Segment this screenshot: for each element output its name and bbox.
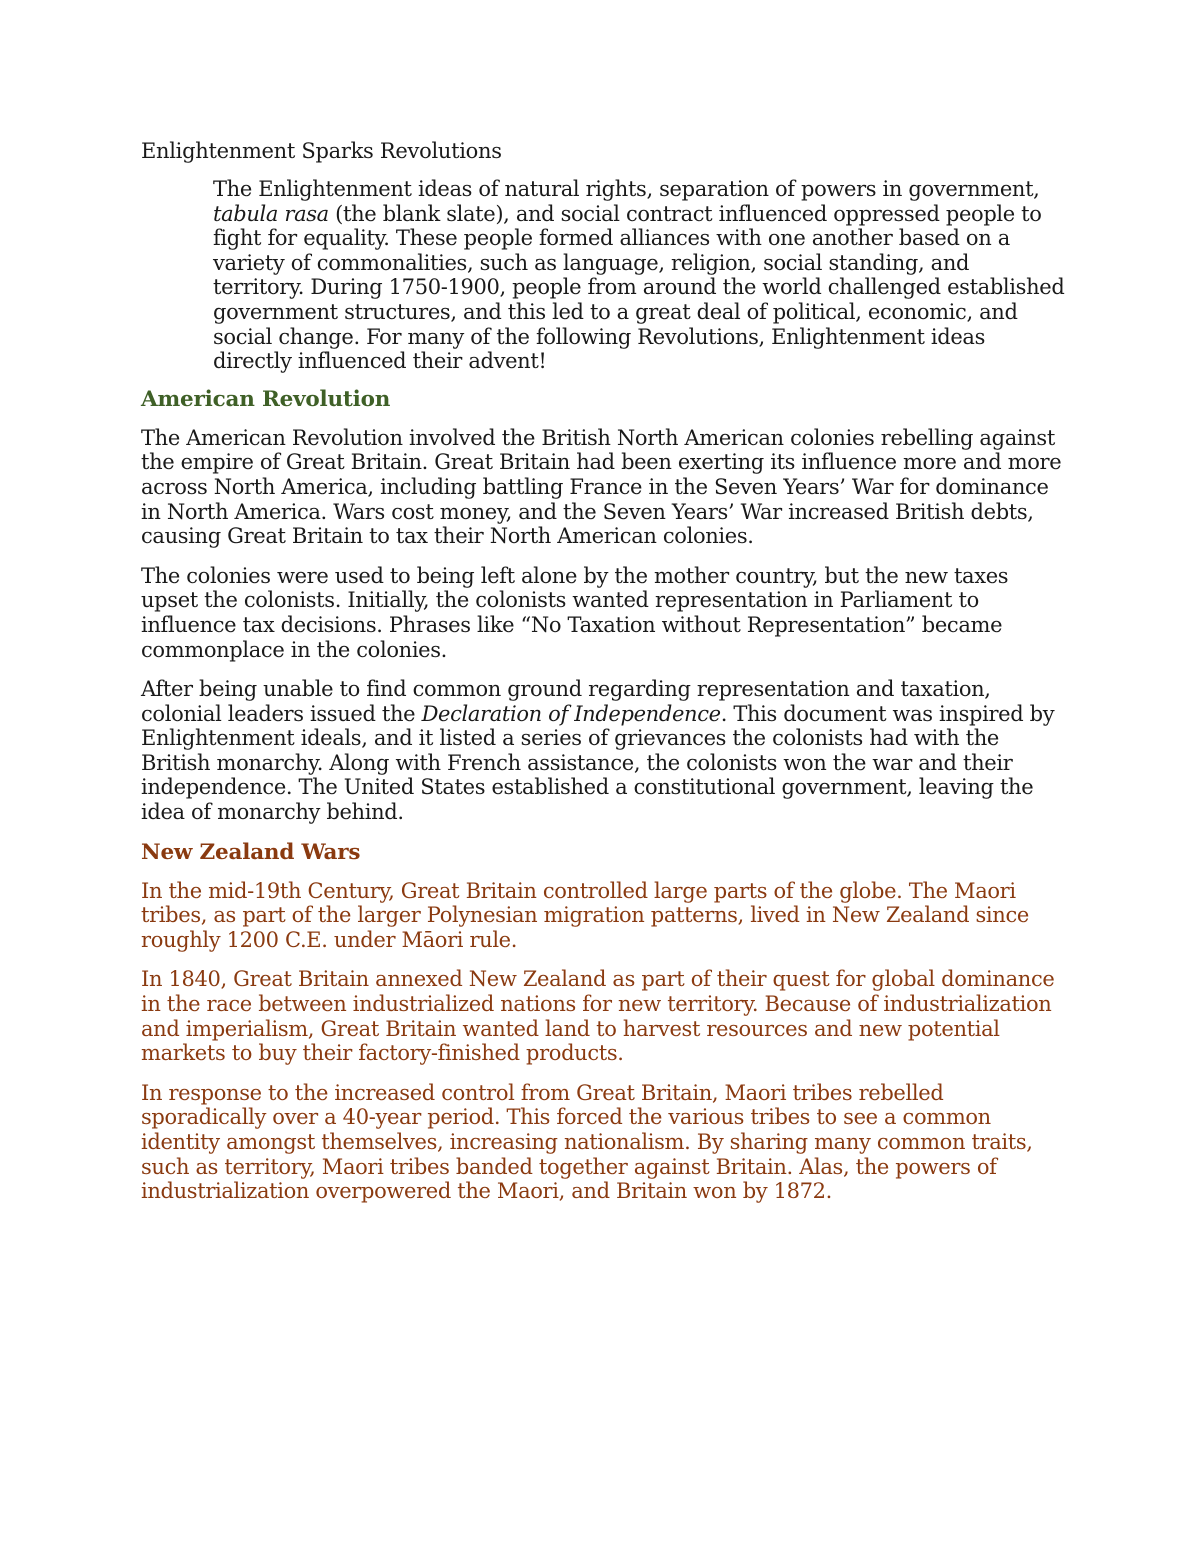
american-revolution-paragraph-1: The American Revolution involved the British North American colonies rebelling against the empire of Great Britain. Great Britain had been exerting its influence more and more across North America, including battling France in the Seven Years’ War for dominance in North America. Wars cost money, and the Seven Years’ War increased British debts, causing Great Britain to tax their North American colonies. <box>141 425 1062 549</box>
american-revolution-p3-end: . This document was inspired by Enlightenment ideals, and it listed a series of grievances the colonists had with the British monarchy. Along with French assistance, the colonists won the war and their independence. The United States established a constitutional government, leaving the idea of monarchy behind. <box>141 701 1055 825</box>
intro-paragraph <box>213 177 1066 374</box>
new-zealand-wars-paragraph-3: In response to the increased control from Great Britain, Maori tribes rebelled sporadically over a 40-year period. This forced the various tribes to see a common identity amongst themselves, increasing nationalism. By sharing many common traits, such as territory, Maori tribes banded together against Britain. Alas, the powers of industrialization overpowered the Maori, and Britain won by 1872. <box>141 1080 1033 1204</box>
intro-text-start: The Enlightenment ideas of natural rights, separation of powers in government, <box>213 177 1040 201</box>
new-zealand-wars-paragraph-2: In 1840, Great Britain annexed New Zealand as part of their quest for global dominance in the race between industrialized nations for new territory. Because of industrialization and imperialism, Great Britain wanted land to harvest resources and new potential markets to buy their factory-finished products. <box>141 967 1055 1066</box>
document-title: Enlightenment Sparks Revolutions <box>141 139 502 163</box>
declaration-title: Declaration of Independence <box>421 701 721 726</box>
document-page <box>141 138 1066 1219</box>
american-revolution-heading: American Revolution <box>141 386 391 412</box>
american-revolution-paragraph-3 <box>141 677 1066 825</box>
new-zealand-wars-paragraph-1: In the mid-19th Century, Great Britain controlled large parts of the globe. The Maori tribes, as part of the larger Polynesian migration patterns, lived in New Zealand since roughly 1200 C.E. under Māori rule. <box>141 878 1029 952</box>
intro-italic-term: tabula rasa <box>213 201 329 226</box>
american-revolution-paragraph-2: The colonies were used to being left alone by the mother country, but the new taxes upset the colonists. Initially, the colonists wanted representation in Parliament to influence tax decisions. Phrases like “No Taxation without Representation” became commonplace in the colonies. <box>141 563 1009 662</box>
intro-text-end: (the blank slate), and social contract influenced oppressed people to fight for equality. These people formed alliances with one another based on a variety of commonalities, such as language, religion, social standing, and territory. During 1750-1900, people from around the world challenged established government structures, and this led to a great deal of political, economic, and social change. For many of the following Revolutions, Enlightenment ideas directly influenced their advent! <box>213 201 1065 374</box>
new-zealand-wars-heading: New Zealand Wars <box>141 839 361 865</box>
american-revolution-p3-start: After being unable to find common ground regarding representation and taxation, colonial leaders issued the <box>141 677 991 726</box>
